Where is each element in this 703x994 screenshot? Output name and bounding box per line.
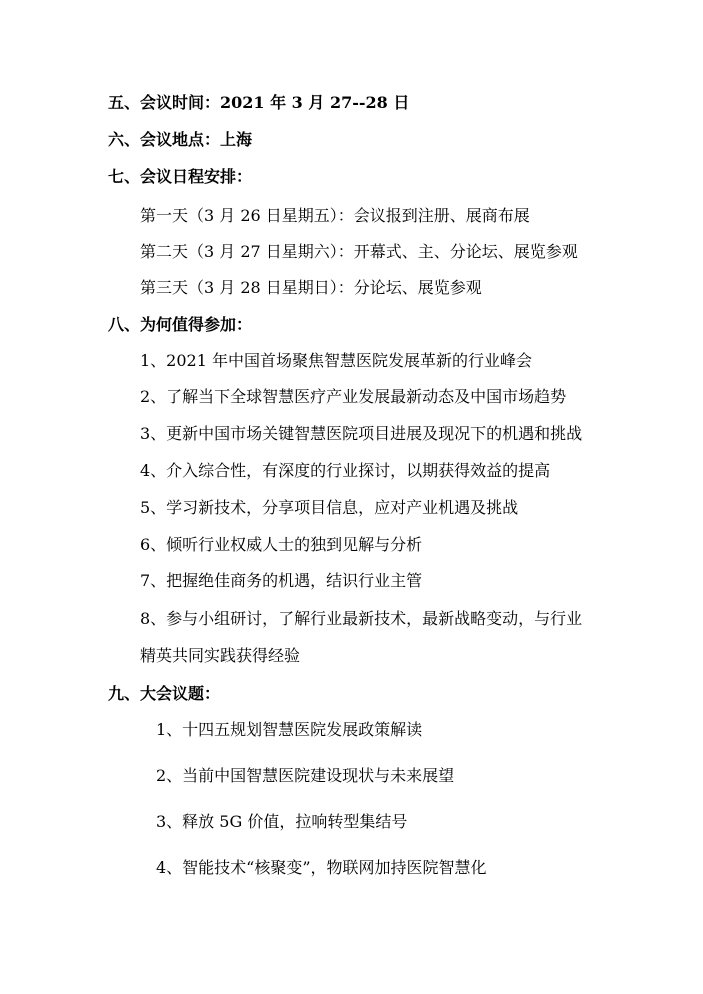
reason-item-2: 2、了解当下全球智慧医疗产业发展最新动态及中国市场趋势 bbox=[140, 387, 567, 406]
topic-item-3: 3、释放 5G 价值，拉响转型集结号 bbox=[156, 812, 408, 831]
reason-item-3: 3、更新中国市场关键智慧医院项目进展及现况下的机遇和挑战 bbox=[140, 424, 583, 443]
reason-item-4: 4、介入综合性，有深度的行业探讨，以期获得效益的提高 bbox=[140, 461, 551, 480]
reason-item-6: 6、倾听行业权威人士的独到见解与分析 bbox=[140, 535, 423, 554]
section-topics-title: 九、大会议题： bbox=[108, 684, 221, 703]
schedule-day-1: 第一天（3 月 26 日星期五）：会议报到注册、展商布展 bbox=[140, 206, 530, 225]
section-meeting-time: 五、会议时间：2021 年 3 月 27--28 日 bbox=[108, 93, 410, 112]
topic-item-2: 2、当前中国智慧医院建设现状与未来展望 bbox=[156, 766, 455, 785]
schedule-day-2: 第二天（3 月 27 日星期六）：开幕式、主、分论坛、展览参观 bbox=[140, 242, 578, 261]
section-reasons-title: 八、为何值得参加： bbox=[108, 315, 253, 334]
reason-item-5: 5、学习新技术，分享项目信息，应对产业机遇及挑战 bbox=[140, 498, 519, 517]
schedule-day-3: 第三天（3 月 28 日星期日）：分论坛、展览参观 bbox=[140, 278, 482, 297]
topic-item-1: 1、十四五规划智慧医院发展政策解读 bbox=[156, 720, 423, 739]
section-meeting-location: 六、会议地点：上海 bbox=[108, 130, 253, 149]
reason-item-8-continued: 精英共同实践获得经验 bbox=[140, 646, 301, 665]
reason-item-8: 8、参与小组研讨，了解行业最新技术，最新战略变动，与行业 bbox=[140, 609, 583, 628]
reason-item-1: 1、2021 年中国首场聚焦智慧医院发展革新的行业峰会 bbox=[140, 351, 532, 370]
reason-item-7: 7、把握绝佳商务的机遇，结识行业主管 bbox=[140, 571, 423, 590]
section-schedule-title: 七、会议日程安排： bbox=[108, 167, 253, 186]
topic-item-4: 4、智能技术“核聚变”，物联网加持医院智慧化 bbox=[156, 858, 487, 877]
